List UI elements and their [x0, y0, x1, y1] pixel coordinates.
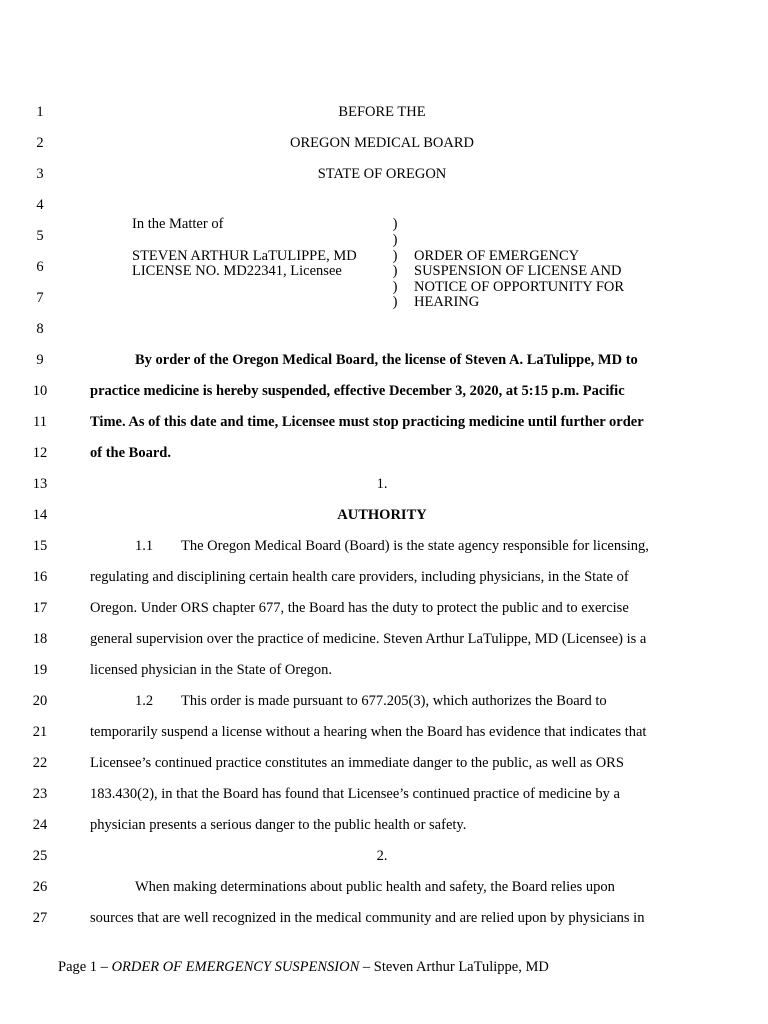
paragraph-line: Licensee’s continued practice constitutes an immediate danger to the public, as well as ORS	[90, 755, 624, 771]
order-statement-line: Time. As of this date and time, Licensee must stop practicing medicine until further order	[90, 414, 644, 430]
line-number: 20	[32, 693, 48, 709]
in-the-matter-of: In the Matter of	[132, 216, 224, 232]
line-number: 11	[33, 414, 47, 430]
heading-before: BEFORE THE	[338, 104, 426, 120]
line-number: 8	[36, 321, 44, 337]
line-number: 9	[36, 352, 44, 368]
caption-paren: )	[392, 263, 398, 279]
line-number: 15	[32, 538, 48, 554]
line-number: 18	[32, 631, 48, 647]
line-number: 25	[32, 848, 48, 864]
line-number: 26	[32, 879, 48, 895]
section-2-number: 2.	[376, 848, 388, 864]
section-1-number: 1.	[376, 476, 388, 492]
line-number: 14	[32, 507, 48, 523]
line-number: 2	[36, 135, 44, 151]
paragraph-line: temporarily suspend a license without a hearing when the Board has evidence that indicates that	[90, 724, 647, 740]
paragraph-line: general supervision over the practice of medicine. Steven Arthur LaTulippe, MD (Licensee) is a	[90, 631, 647, 647]
paragraph-1-2-first-line	[135, 693, 607, 710]
caption-paren: )	[392, 232, 398, 248]
line-number: 3	[36, 166, 44, 182]
line-number: 4	[36, 197, 44, 213]
caption-paren: )	[392, 279, 398, 295]
order-statement-line: practice medicine is hereby suspended, effective December 3, 2020, at 5:15 p.m. Pacific	[90, 383, 625, 399]
heading-board: OREGON MEDICAL BOARD	[290, 135, 474, 151]
page-footer	[58, 959, 549, 976]
paragraph-1-1-first-line	[135, 538, 649, 555]
line-number: 21	[32, 724, 48, 740]
line-number: 17	[32, 600, 48, 616]
paragraph-line: When making determinations about public health and safety, the Board relies upon	[135, 879, 615, 895]
line-number: 10	[32, 383, 48, 399]
order-title-line: SUSPENSION OF LICENSE AND	[414, 263, 622, 279]
line-number: 12	[32, 445, 48, 461]
order-title-line: ORDER OF EMERGENCY	[414, 248, 580, 264]
paragraph-line: regulating and disciplining certain health care providers, including physicians, in the State of	[90, 569, 629, 585]
paragraph-text: The Oregon Medical Board (Board) is the state agency responsible for licensing,	[181, 538, 649, 554]
line-number: 13	[32, 476, 48, 492]
line-number: 27	[32, 910, 48, 926]
line-number: 16	[32, 569, 48, 585]
caption-paren: )	[392, 216, 398, 232]
line-number: 19	[32, 662, 48, 678]
order-title-line: NOTICE OF OPPORTUNITY FOR	[414, 279, 625, 295]
section-1-title: AUTHORITY	[337, 507, 427, 523]
order-title-line: HEARING	[414, 294, 480, 310]
footer-title: ORDER OF EMERGENCY SUSPENSION	[111, 959, 360, 975]
order-statement-line: of the Board.	[90, 445, 171, 461]
caption-paren: )	[392, 248, 398, 264]
license-number: LICENSE NO. MD22341, Licensee	[132, 263, 342, 279]
line-number: 22	[32, 755, 48, 771]
paragraph-number: 1.2	[135, 693, 154, 709]
paragraph-text: This order is made pursuant to 677.205(3), which authorizes the Board to	[181, 693, 607, 709]
line-number: 1	[36, 104, 44, 120]
paragraph-line: 183.430(2), in that the Board has found that Licensee’s continued practice of medicine by a	[90, 786, 620, 802]
licensee-name: STEVEN ARTHUR LaTULIPPE, MD	[132, 248, 357, 264]
caption-paren: )	[392, 294, 398, 310]
heading-state: STATE OF OREGON	[317, 166, 447, 182]
line-number: 6	[36, 259, 44, 275]
paragraph-line: Oregon. Under ORS chapter 677, the Board has the duty to protect the public and to exercise	[90, 600, 629, 616]
line-number: 24	[32, 817, 48, 833]
paragraph-number: 1.1	[135, 538, 154, 554]
line-number: 23	[32, 786, 48, 802]
paragraph-line: licensed physician in the State of Oregon.	[90, 662, 333, 678]
paragraph-line: sources that are well recognized in the medical community and are relied upon by physicians in	[90, 910, 645, 926]
line-number: 7	[36, 290, 44, 306]
order-statement-line: By order of the Oregon Medical Board, the license of Steven A. LaTulippe, MD to	[135, 352, 638, 368]
footer-page: Page 1 –	[58, 959, 108, 975]
paragraph-line: physician presents a serious danger to the public health or safety.	[90, 817, 467, 833]
footer-name: – Steven Arthur LaTulippe, MD	[362, 959, 549, 975]
line-number: 5	[36, 228, 44, 244]
